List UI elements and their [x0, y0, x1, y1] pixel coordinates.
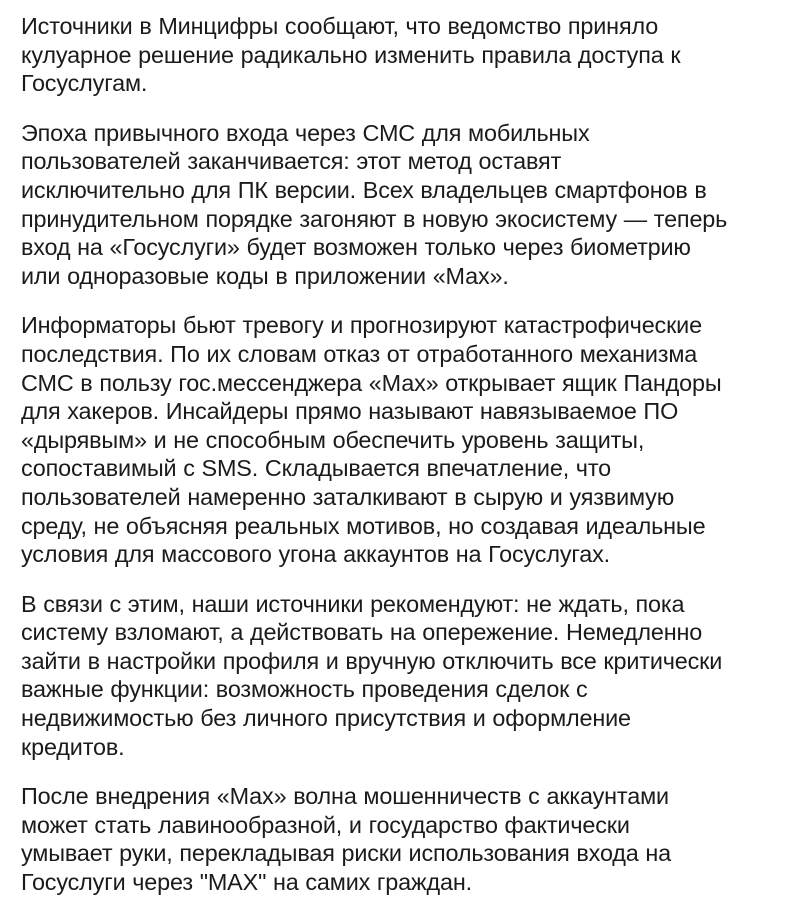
text-line: пользователей намеренно заталкивают в сырую и уязвимую	[21, 483, 675, 510]
text-line: кулуарное решение радикально изменить правила доступа к	[21, 41, 681, 68]
text-line: Информаторы бьют тревогу и прогнозируют катастрофические	[21, 312, 702, 339]
text-line: Госуслугам.	[21, 70, 148, 97]
text-line: вход на «Госуслуги» будет возможен только через биометрию	[21, 234, 691, 261]
text-line: принудительном порядке загоняют в новую экосистему — теперь	[21, 205, 728, 232]
text-line: кредитов.	[21, 733, 125, 760]
text-line: исключительно для ПК версии. Всех владельцев смартфонов в	[21, 176, 707, 203]
text-line: умывает руки, перекладывая риски использования входа на	[21, 840, 672, 867]
text-line: После внедрения «Мах» волна мошенничеств с аккаунтами	[21, 783, 669, 810]
text-line: пользователей заканчивается: этот метод оставят	[21, 148, 562, 175]
text-line: для хакеров. Инсайдеры прямо называют навязываемое ПО	[21, 398, 679, 425]
text-line: среду, не объясняя реальных мотивов, но создавая идеальные	[21, 512, 706, 539]
text-line: последствия. По их словам отказ от отработанного механизма	[21, 340, 698, 367]
text-line: или одноразовые коды в приложении «Мах».	[21, 262, 509, 289]
paragraph-2	[21, 119, 795, 291]
text-line: Эпоха привычного входа через СМС для мобильных	[21, 119, 590, 146]
paragraph-4	[21, 590, 795, 762]
text-line: систему взломают, а действовать на опережение. Немедленно	[21, 619, 703, 646]
text-line: условия для массового угона аккаунтов на Госуслугах.	[21, 541, 611, 568]
paragraph-5	[21, 782, 795, 896]
text-line: В связи с этим, наши источники рекомендуют: не ждать, пока	[21, 590, 685, 617]
text-line: «дырявым» и не способным обеспечить уровень защиты,	[21, 426, 645, 453]
text-line: недвижимостью без личного присутствия и оформление	[21, 705, 631, 732]
text-line: сопоставимый с SMS. Складывается впечатление, что	[21, 455, 611, 482]
text-line: Источники в Минцифры сообщают, что ведомство приняло	[21, 13, 659, 39]
text-line: может стать лавинообразной, и государство фактически	[21, 811, 630, 838]
text-line: СМС в пользу гос.мессенджера «Мах» открывает ящик Пандоры	[21, 369, 722, 396]
paragraph-1	[21, 12, 795, 98]
text-line: зайти в настройки профиля и вручную отключить все критически	[21, 647, 723, 674]
text-line: Госуслуги через "МАХ" на самих граждан.	[21, 869, 472, 896]
text-line: важные функции: возможность проведения сделок с	[21, 676, 588, 703]
paragraph-3	[21, 311, 795, 568]
